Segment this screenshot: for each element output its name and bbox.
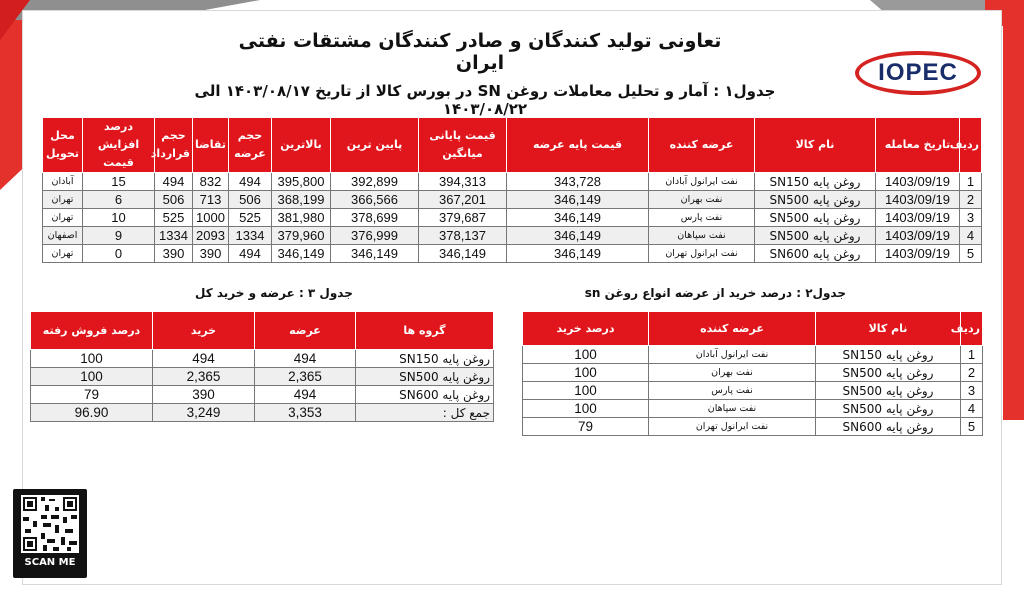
table-cell: 346,149	[507, 227, 649, 245]
table2-header-cell: ردیف	[961, 312, 983, 346]
table-cell: نفت بهران	[649, 364, 816, 382]
table-cell: روغن پایه SN150	[816, 346, 961, 364]
table-cell: 1000	[193, 209, 229, 227]
table-cell: آبادان	[43, 173, 83, 191]
table-cell: 0	[83, 245, 155, 263]
table-cell: 1403/09/19	[876, 209, 960, 227]
table3-header-cell: گروه ها	[356, 312, 494, 350]
table-row	[43, 191, 982, 209]
table-cell: روغن پایه SN500	[816, 400, 961, 418]
table-cell: 1403/09/19	[876, 227, 960, 245]
table-cell: 96.90	[31, 404, 153, 422]
qr-code-image	[21, 495, 79, 553]
table-row	[31, 368, 494, 386]
table-cell: 1	[961, 346, 983, 364]
table1-header-cell: محل تحویل	[43, 118, 83, 173]
table-row	[523, 346, 983, 364]
table3-header-cell: خرید	[153, 312, 255, 350]
table-cell: 100	[523, 382, 649, 400]
table-cell: 494	[155, 173, 193, 191]
table1-header-row	[43, 118, 982, 173]
table1-header-cell: قیمت پایه عرضه	[507, 118, 649, 173]
table-cell: 79	[31, 386, 153, 404]
table-row	[43, 227, 982, 245]
table-cell: 343,728	[507, 173, 649, 191]
table-cell: 378,699	[331, 209, 419, 227]
table-cell: 494	[255, 386, 356, 404]
table-cell: 5	[961, 418, 983, 436]
table-cell: روغن پایه SN500	[755, 209, 876, 227]
table-cell: روغن پایه SN500	[755, 227, 876, 245]
table-cell: 390	[153, 386, 255, 404]
table-cell: 346,149	[331, 245, 419, 263]
table-cell: 1	[960, 173, 982, 191]
table-cell: 366,566	[331, 191, 419, 209]
table1-transactions	[42, 117, 982, 263]
table-cell: 3,249	[153, 404, 255, 422]
table-cell: 10	[83, 209, 155, 227]
table-cell: روغن پایه SN500	[356, 368, 494, 386]
table1-header-cell: ردیف	[960, 118, 982, 173]
table-cell: تهران	[43, 209, 83, 227]
table-row	[523, 382, 983, 400]
iopec-logo	[855, 51, 981, 95]
table-cell: 5	[960, 245, 982, 263]
table-cell: 379,960	[272, 227, 331, 245]
table-cell: 2,365	[255, 368, 356, 386]
table2-header-cell: نام کالا	[816, 312, 961, 346]
table-cell: روغن پایه SN500	[755, 191, 876, 209]
table-cell: نفت ایرانول آبادان	[649, 346, 816, 364]
table-cell: 367,201	[419, 191, 507, 209]
table1-header-cell: درصد افزایش قیمت	[83, 118, 155, 173]
qr-pattern-icon	[21, 495, 79, 553]
table-cell: 1403/09/19	[876, 191, 960, 209]
table-cell: نفت سپاهان	[649, 227, 755, 245]
table-cell: نفت ایرانول تهران	[649, 418, 816, 436]
table3-caption: جدول ۳ : عرضه و خرید کل	[195, 286, 353, 300]
table-cell: 1403/09/19	[876, 245, 960, 263]
table3-header-row	[31, 312, 494, 350]
table-cell: 378,137	[419, 227, 507, 245]
table-cell: 494	[229, 173, 272, 191]
table1-caption: جدول۱ : آمار و تحلیل معاملات روغن SN در بورس کالا از تاریخ ۱۴۰۳/۰۸/۱۷ الی ۱۴۰۳/۰۸/۲۲	[194, 82, 776, 118]
table-cell: 4	[961, 400, 983, 418]
table-cell: روغن پایه SN600	[356, 386, 494, 404]
table3-header-cell: عرضه	[255, 312, 356, 350]
table-cell: 3	[961, 382, 983, 400]
table-cell: 100	[523, 346, 649, 364]
table-cell: روغن پایه SN150	[356, 350, 494, 368]
table-cell: روغن پایه SN500	[816, 364, 961, 382]
table-cell: 2	[960, 191, 982, 209]
table1-header-cell: تقاضا	[193, 118, 229, 173]
table-cell: 390	[155, 245, 193, 263]
table-cell: نفت ایرانول تهران	[649, 245, 755, 263]
right-red-band	[1003, 20, 1024, 420]
table-cell: 100	[523, 364, 649, 382]
table-cell: 376,999	[331, 227, 419, 245]
table-cell: 1334	[155, 227, 193, 245]
table3-supply-demand-total	[30, 311, 494, 422]
table-cell: 346,149	[507, 245, 649, 263]
table-cell: 494	[229, 245, 272, 263]
table-cell: جمع کل :	[356, 404, 494, 422]
table-cell: 2,365	[153, 368, 255, 386]
table-row	[43, 173, 982, 191]
table-cell: نفت پارس	[649, 382, 816, 400]
table-row	[43, 209, 982, 227]
table-row	[523, 418, 983, 436]
table-cell: 506	[229, 191, 272, 209]
table-cell: 346,149	[419, 245, 507, 263]
logo-text: IOPEC	[878, 59, 958, 86]
table-cell: نفت بهران	[649, 191, 755, 209]
table-cell: روغن پایه SN600	[755, 245, 876, 263]
table-row	[43, 245, 982, 263]
table1-header-cell: حجم عرضه	[229, 118, 272, 173]
table1-header-cell: پایین ترین	[331, 118, 419, 173]
table-cell: 395,800	[272, 173, 331, 191]
qr-label: SCAN ME	[24, 557, 76, 568]
table-cell: 9	[83, 227, 155, 245]
table-cell: 832	[193, 173, 229, 191]
table2-header-row	[523, 312, 983, 346]
table-cell: نفت پارس	[649, 209, 755, 227]
table-cell: 346,149	[507, 191, 649, 209]
table-cell: 346,149	[272, 245, 331, 263]
table1-header-cell: بالاترین	[272, 118, 331, 173]
table-cell: 1334	[229, 227, 272, 245]
table-cell: 1403/09/19	[876, 173, 960, 191]
table1-header-cell: قیمت پایانی میانگین	[419, 118, 507, 173]
table3-header-cell: درصد فروش رفته	[31, 312, 153, 350]
table-cell: 390	[193, 245, 229, 263]
table-row	[523, 364, 983, 382]
table-cell: 15	[83, 173, 155, 191]
table-cell: نفت ایرانول آبادان	[649, 173, 755, 191]
table1-header-cell: عرضه کننده	[649, 118, 755, 173]
table-cell: روغن پایه SN150	[755, 173, 876, 191]
table-cell: روغن پایه SN600	[816, 418, 961, 436]
table2-purchase-percent	[522, 311, 983, 436]
table-cell: 2093	[193, 227, 229, 245]
table-cell: 379,687	[419, 209, 507, 227]
table-cell: 713	[193, 191, 229, 209]
page-title: تعاونی تولید کنندگان و صادر کنندگان مشتقات نفتی ایران	[238, 30, 722, 74]
table-cell: 4	[960, 227, 982, 245]
table-row	[523, 400, 983, 418]
table-cell: تهران	[43, 245, 83, 263]
table-cell: 79	[523, 418, 649, 436]
table-cell: 392,899	[331, 173, 419, 191]
table-cell: تهران	[43, 191, 83, 209]
table2-caption: جدول۲ : درصد خرید از عرضه انواع روغن sn	[584, 286, 846, 300]
table2-header-cell: درصد خرید	[523, 312, 649, 346]
table-cell: 394,313	[419, 173, 507, 191]
table-cell: روغن پایه SN500	[816, 382, 961, 400]
table-row	[31, 350, 494, 368]
table-total-row	[31, 404, 494, 422]
table1-header-cell: نام کالا	[755, 118, 876, 173]
table-cell: 2	[961, 364, 983, 382]
table-cell: نفت سپاهان	[649, 400, 816, 418]
table-cell: 3	[960, 209, 982, 227]
table-cell: اصفهان	[43, 227, 83, 245]
table-cell: 6	[83, 191, 155, 209]
table-cell: 346,149	[507, 209, 649, 227]
table-cell: 3,353	[255, 404, 356, 422]
table1-header-cell: حجم قرارداد	[155, 118, 193, 173]
table-cell: 494	[153, 350, 255, 368]
table-cell: 506	[155, 191, 193, 209]
table-cell: 368,199	[272, 191, 331, 209]
table-cell: 494	[255, 350, 356, 368]
qr-code[interactable]	[13, 489, 87, 578]
table2-header-cell: عرضه کننده	[649, 312, 816, 346]
table-cell: 525	[155, 209, 193, 227]
table-cell: 100	[31, 350, 153, 368]
table1-header-cell: تاریخ معامله	[876, 118, 960, 173]
table-cell: 100	[523, 400, 649, 418]
table-cell: 100	[31, 368, 153, 386]
table-row	[31, 386, 494, 404]
table-cell: 381,980	[272, 209, 331, 227]
table-cell: 525	[229, 209, 272, 227]
